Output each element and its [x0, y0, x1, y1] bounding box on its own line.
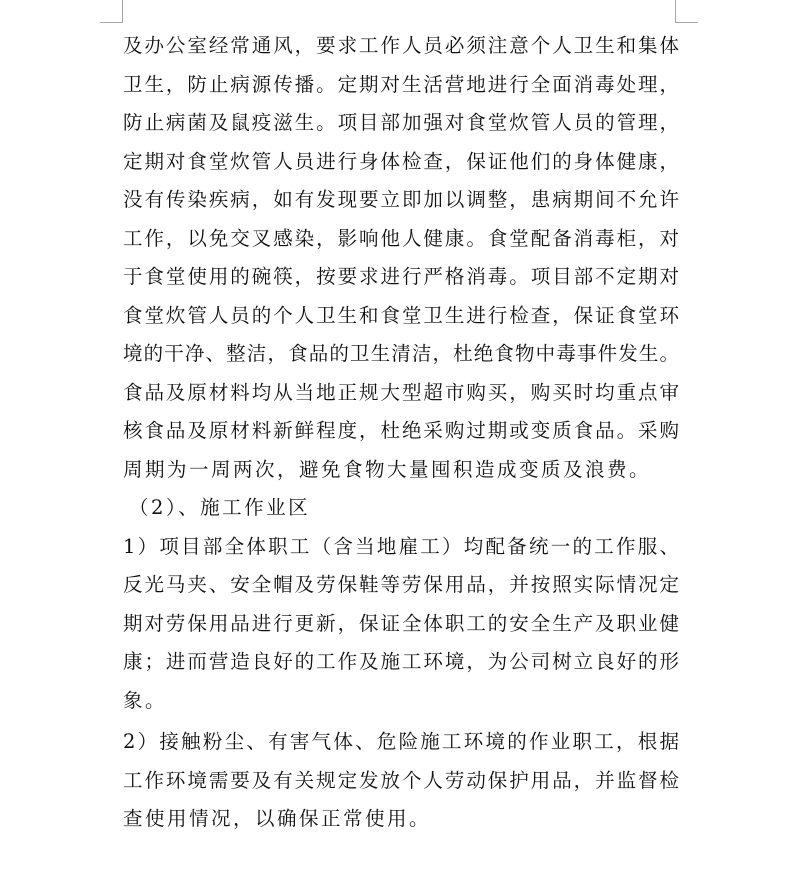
text-line: 1）项目部全体职工（含当地雇工）均配备统一的工作服、: [123, 534, 679, 558]
text-line: 防止病菌及鼠疫滋生。项目部加强对食堂炊管人员的管理，: [123, 111, 679, 134]
list-item-2: [123, 723, 679, 830]
text-line: 卫生，防止病源传播。定期对生活营地进行全面消毒处理，: [123, 72, 679, 96]
paragraph-hygiene: [123, 27, 679, 489]
text-line: 及办公室经常通风，要求工作人员必须注意个人卫生和集体: [123, 34, 679, 57]
text-line: 核食品及原材料新鲜程度，杜绝采购过期或变质食品。采购: [123, 419, 679, 442]
crop-mark-top-right: [675, 22, 698, 23]
text-line: 康；进而营造良好的工作及施工环境，为公司树立良好的形: [123, 650, 679, 673]
text-line: 食品及原材料均从当地正规大型超市购买，购买时均重点审: [123, 380, 679, 404]
text-line: 周期为一周两次，避免食物大量囤积造成变质及浪费。: [123, 457, 652, 481]
text-line: 2）接触粉尘、有害气体、危险施工环境的作业职工，根据: [123, 730, 679, 753]
text-line: 食堂炊管人员的个人卫生和食堂卫生进行检查，保证食堂环: [123, 303, 679, 327]
text-line: 象。: [123, 688, 168, 712]
crop-mark-top-left: [122, 0, 123, 22]
text-line: 工作环境需要及有关规定发放个人劳动保护用品，并监督检: [123, 768, 679, 792]
text-line: 于食堂使用的碗筷，按要求进行严格消毒。项目部不定期对: [123, 265, 679, 288]
text-line: 工作，以免交叉感染，影响他人健康。食堂配备消毒柜，对: [123, 226, 679, 250]
section-heading: （2）、施工作业区: [129, 496, 311, 519]
text-line: 境的干净、整洁，食品的卫生清洁，杜绝食物中毒事件发生。: [123, 342, 679, 365]
text-line: 没有传染疾病，如有发现要立即加以调整，患病期间不允许: [123, 188, 679, 211]
text-line: 定期对食堂炊管人员进行身体检查，保证他们的身体健康，: [123, 149, 679, 173]
crop-mark-top-left: [100, 22, 123, 23]
crop-mark-top-right: [675, 0, 676, 22]
text-line: 查使用情况，以确保正常使用。: [123, 807, 432, 830]
list-item-1: [123, 528, 679, 721]
text-line: 期对劳保用品进行更新，保证全体职工的安全生产及职业健: [123, 611, 679, 635]
document-body: [123, 27, 679, 830]
text-line: 反光马夹、安全帽及劳保鞋等劳保用品，并按照实际情况定: [123, 573, 679, 596]
